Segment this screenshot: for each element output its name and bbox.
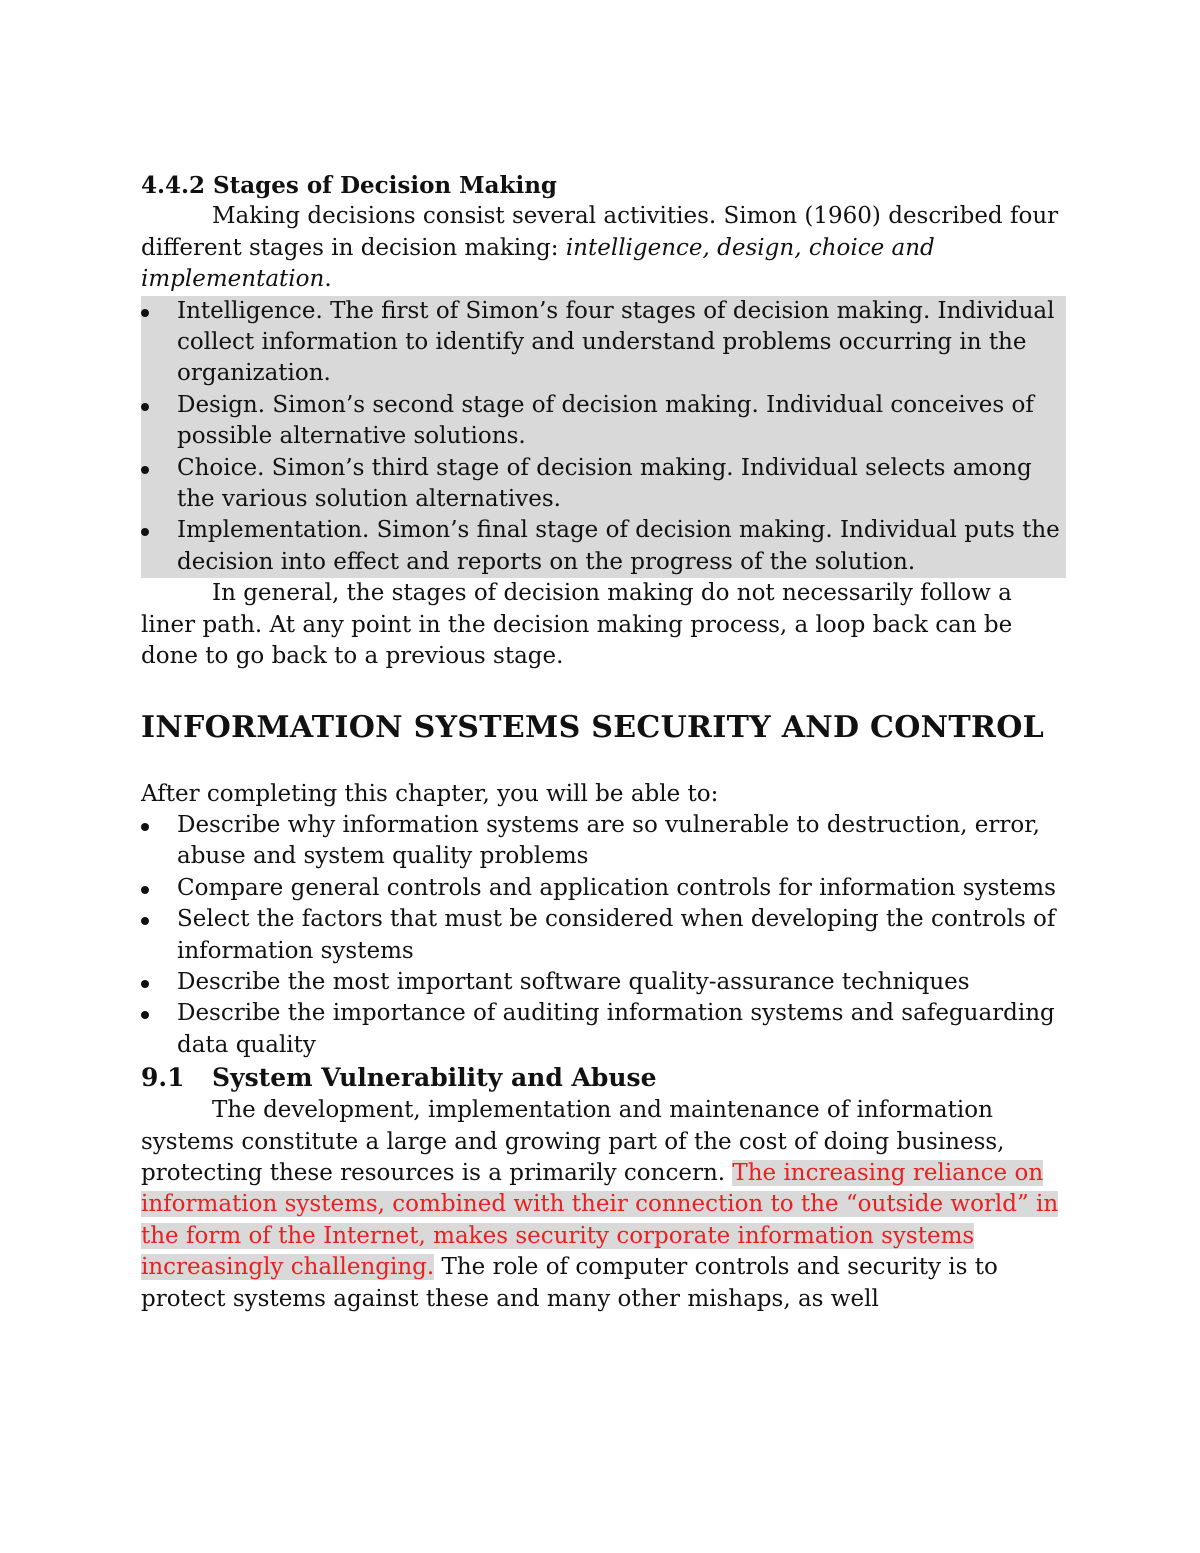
list-item-text: Intelligence. The first of Simon’s four stages of decision making. Individual collect information to identify and understand problems occurring in the organization. [177,297,1055,387]
objectives-list [141,810,1066,1061]
list-item-text: Describe the most important software quality-assurance techniques [177,968,970,995]
intro-italic-text: intelligence, design, choice and implementation [141,234,935,293]
list-item-text: Implementation. Simon’s final stage of decision making. Individual puts the decision into effect and reports on the progress of the solution. [177,517,1060,575]
list-item [141,296,1066,390]
highlighted-text: The increasing reliance on information systems, combined with their connection to the “outside world” in the form of the Internet, makes security corporate information systems increasingly challenging. [141,1159,1059,1281]
intro-end: . [324,266,332,293]
section-91-paragraph [141,1095,1066,1315]
list-item [141,967,1066,998]
list-item [141,453,1066,516]
intro-text: Making decisions consist several activities. Simon (1960) described four different stages in decision making: [141,203,1059,261]
list-item-text: Choice. Simon’s third stage of decision making. Individual selects among the various solution alternatives. [177,454,1032,513]
objectives-intro: After completing this chapter, you will be able to: [141,780,719,807]
section-91-number: 9.1 [141,1063,185,1093]
list-item-text: Select the factors that must be considered when developing the controls of information systems [177,906,1056,964]
list-item [141,390,1066,453]
paragraph-text-end: The role of computer controls and security is to protect systems against these and many other mishaps, as well [141,1254,998,1312]
list-item [141,515,1066,578]
list-item [141,998,1066,1061]
list-item-text: Describe the importance of auditing information systems and safeguarding data quality [177,1000,1055,1058]
decision-stages-list [141,296,1066,579]
section-442-heading: 4.4.2 Stages of Decision Making [141,172,557,199]
paragraph-text: The development, implementation and maintenance of information systems constitute a large and growing part of the cost of doing business, protecting these resources is a primarily concern. [141,1097,1005,1186]
chapter-title: INFORMATION SYSTEMS SECURITY AND CONTROL [141,709,1045,745]
section-91-title: System Vulnerability and Abuse [212,1063,657,1093]
bullet-icon [141,528,149,536]
bullet-icon [141,466,149,474]
section-91-heading [141,1061,1066,1095]
section-442-closing: In general, the stages of decision making do not necessarily follow a liner path. At any point in the decision making process, a loop back can be done to go back to a previous stage. [141,580,1013,670]
bullet-icon [141,980,149,988]
list-item-text: Compare general controls and application controls for information systems [177,874,1056,901]
list-item [141,904,1066,967]
bullet-icon [141,823,149,831]
bullet-icon [141,886,149,894]
list-item-text: Describe why information systems are so vulnerable to destruction, error, abuse and system quality problems [177,811,1040,870]
list-item-text: Design. Simon’s second stage of decision making. Individual conceives of possible alternative solutions. [177,391,1034,450]
bullet-icon [141,403,149,411]
page-content [141,170,1066,1315]
section-442-intro [141,201,1066,295]
bullet-icon [141,1011,149,1019]
bullet-icon [141,309,149,317]
list-item [141,873,1066,904]
bullet-icon [141,917,149,925]
list-item [141,810,1066,873]
